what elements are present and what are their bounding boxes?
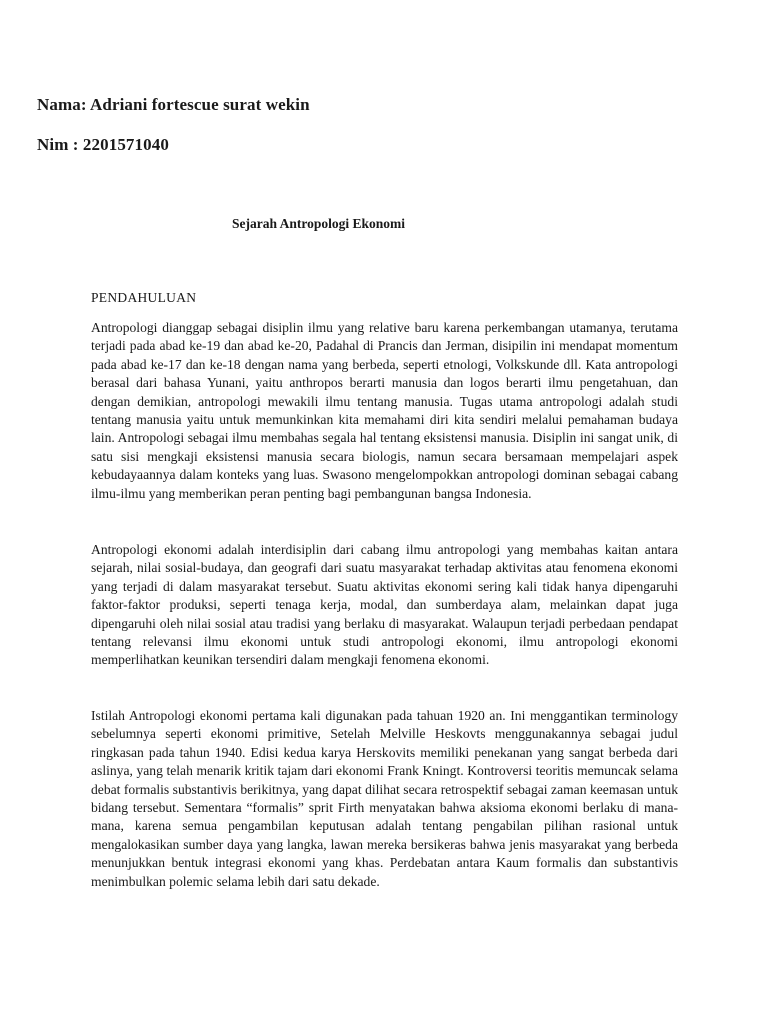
document-title: Sejarah Antropologi Ekonomi	[232, 216, 406, 231]
student-name-line: Nama: Adriani fortescue surat wekin	[37, 95, 310, 114]
paragraph-3: Istilah Antropologi ekonomi pertama kali digunakan pada tahuan 1920 an. Ini menggantikan terminology sebelumnya seperti ekonomi primitive, Setelah Melville Heskovts menggunakannya sebagai judul ringkasan pada tahun 1940. Edisi kedua karya Herskovits memiliki penekanan yang sangat berbeda dari aslinya, yang telah menarik kritik tajam dari ekonomi Frank Kningt. Kontroversi teoritis memuncak selama debat formalis substantivis berikitnya, yang dapat dilihat secara retrospektif sebagai zaman keemasan untuk bidang tersebut. Sementara “formalis” sprit Firth menyatakan bahwa aksioma ekonomi berlaku di mana-mana, karena semua pengambilan keputusan adalah tentang pengabilan pilihan rasional untuk mengalokasikan sumber daya yang langka, lawan mereka bersikeras bahwa jenis masyarakat yang berbeda menunjukkan bentuk integrasi ekonomi yang khas. Perdebatan antara Kaum formalis dan substantivis menimbulkan polemic selama lebih dari satu dekade.	[91, 708, 678, 889]
student-nim-line: Nim : 2201571040	[37, 135, 169, 154]
section-heading: PENDAHULUAN	[91, 290, 197, 305]
paragraph-2: Antropologi ekonomi adalah interdisiplin dari cabang ilmu antropologi yang membahas kaitan antara sejarah, nilai sosial-budaya, dan geografi dari suatu masyarakat terhadap aktivitas atau fenomena ekonomi yang terjadi di dalam masyarakat tersebut. Suatu aktivitas ekonomi sering kali tidak hanya dipengaruhi faktor-faktor produksi, seperti tenaga kerja, modal, dan sumberdaya alam, melainkan dapat juga dipengaruhi oleh nilai sosial atau tradisi yang berlaku di masyarakat. Walaupun terjadi perbedaan pendapat tentang relevansi ilmu ekonomi untuk studi antropologi ekonomi, ilmu antropologi ekonomi memperlihatkan keunikan tersendiri dalam mengkaji fenomena ekonomi.	[91, 542, 678, 668]
paragraph-1: Antropologi dianggap sebagai disiplin ilmu yang relative baru karena perkembangan utamanya, terutama terjadi pada abad ke-19 dan abad ke-20, Padahal di Prancis dan Jerman, disipilin ini mendapat momentum pada abad ke-17 dan ke-18 dengan nama yang berbeda, seperti etnologi, Volkskunde dll. Kata antropologi berasal dari bahasa Yunani, yaitu anthropos berarti manusia dan logos berarti ilmu pengetahuan, dan dengan demikian, antropologi mewakili ilmu tentang manusia. Tugas utama antropologi adalah studi tentang manusia yaitu untuk memunkinkan kita memahami diri kita sendiri melalui pemahaman budaya lain. Antropologi sebagai ilmu membahas segala hal tentang eksistensi manusia. Disiplin ini sangat unik, di satu sisi mengkaji eksistensi manusia secara biologis, namun secara bersamaan mempelajari aspek kebudayaannya dalam konteks yang luas. Swasono mengelompokkan antropologi dominan sebagai cabang ilmu-ilmu yang memberikan peran penting bagi pembangunan bangsa Indonesia.	[91, 320, 678, 501]
